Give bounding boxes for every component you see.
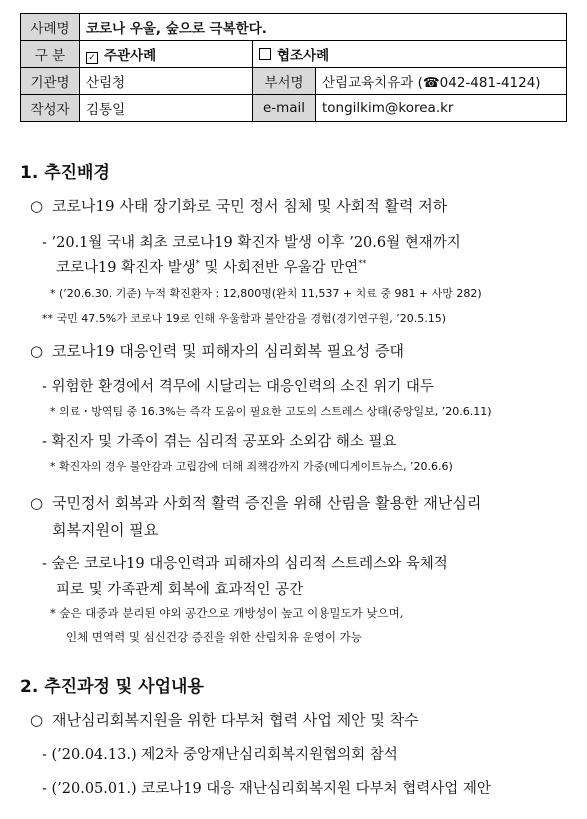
s1-bullet2: ○ 코로나19 대응인력 및 피해자의 심리회복 필요성 증대 <box>30 342 404 360</box>
type-main: ✓ 주관사례 <box>80 41 253 68</box>
case-info-table <box>20 13 567 122</box>
s1-note5-line1: * 숲은 대중과 분리된 야외 공간으로 개방성이 높고 이용밀도가 낮으며, <box>50 606 404 620</box>
case-name-value: 코로나 우울, 숲으로 극복한다. <box>80 14 567 41</box>
s1-bullet3-line1: ○ 국민정서 회복과 사회적 활력 증진을 위해 산림을 활용한 재난심리 <box>30 494 482 512</box>
s1-dash4-line1: - 숲은 코로나19 대응인력과 피해자의 심리적 스트레스와 육체적 <box>42 556 448 572</box>
s2-bullet1: ○ 재난심리회복지원을 위한 다부처 협력 사업 제안 및 착수 <box>30 711 419 729</box>
unchecked-box-icon <box>259 48 271 60</box>
email-value: tongilkim@korea.kr <box>316 95 567 122</box>
type-coop: 협조사례 <box>253 41 567 68</box>
type-row <box>21 41 567 68</box>
dept-label: 부서명 <box>253 68 316 95</box>
s1-bullet3-line2: 회복지원이 필요 <box>52 521 159 539</box>
email-label: e-mail <box>253 95 316 122</box>
writer-value: 김통일 <box>80 95 253 122</box>
s2-dash1: - (’20.04.13.) 제2차 중앙재난심리회복지원협의회 참석 <box>42 747 398 763</box>
s1-dash2: - 위험한 환경에서 격무에 시달리는 대응인력의 소진 위기 대두 <box>42 379 434 395</box>
s1-bullet1: ○ 코로나19 사태 장기화로 국민 정서 침체 및 사회적 활력 저하 <box>30 197 448 215</box>
org-row <box>21 68 567 95</box>
case-name-label: 사례명 <box>21 14 80 41</box>
dept-value: 산림교육치유과 (☎042-481-4124) <box>316 68 567 95</box>
s1-dash1-line1: - ’20.1월 국내 최초 코로나19 확진자 발생 이후 ’20.6월 현재까지 <box>42 235 461 251</box>
section1-title: 1. 추진배경 <box>20 163 110 183</box>
s1-note4: * 확진자의 경우 불안감과 고립감에 더해 죄책감까지 가중(메디게이트뉴스, ’20.6.6) <box>50 460 453 473</box>
writer-row <box>21 95 567 122</box>
type-label: 구 분 <box>21 41 80 68</box>
s1-dash1-line2: 코로나19 확진자 발생* 및 사회전반 우울감 만연** <box>56 259 367 276</box>
writer-label: 작성자 <box>21 95 80 122</box>
org-label: 기관명 <box>21 68 80 95</box>
s1-dash3: - 확진자 및 가족이 겪는 심리적 공포와 소외감 해소 필요 <box>42 434 397 450</box>
case-row <box>21 14 567 41</box>
org-value: 산림청 <box>80 68 253 95</box>
checked-box-icon: ✓ <box>86 52 98 64</box>
s1-note2: ** 국민 47.5%가 코로나 19로 인해 우울함과 불안감을 경험(경기연구원, ’20.5.15) <box>42 312 446 325</box>
s1-note3: * 의료・방역팀 중 16.3%는 즉각 도움이 필요한 고도의 스트레스 상태(중앙일보, ’20.6.11) <box>50 405 492 418</box>
s2-dash2: - (’20.05.01.) 코로나19 대응 재난심리회복지원 다부처 협력사업 제안 <box>42 781 491 797</box>
section2-title: 2. 추진과정 및 사업내용 <box>20 677 204 697</box>
s1-note1: * (’20.6.30. 기준) 누적 확진환자 : 12,800명(완치 11,537 + 치료 중 981 + 사망 282) <box>50 287 482 300</box>
s1-note5-line2: 인체 면역력 및 심신건강 증진을 위한 산림치유 운영이 가능 <box>66 630 362 644</box>
s1-dash4-line2: 피로 및 가족관계 회복에 효과적인 공간 <box>56 582 304 598</box>
